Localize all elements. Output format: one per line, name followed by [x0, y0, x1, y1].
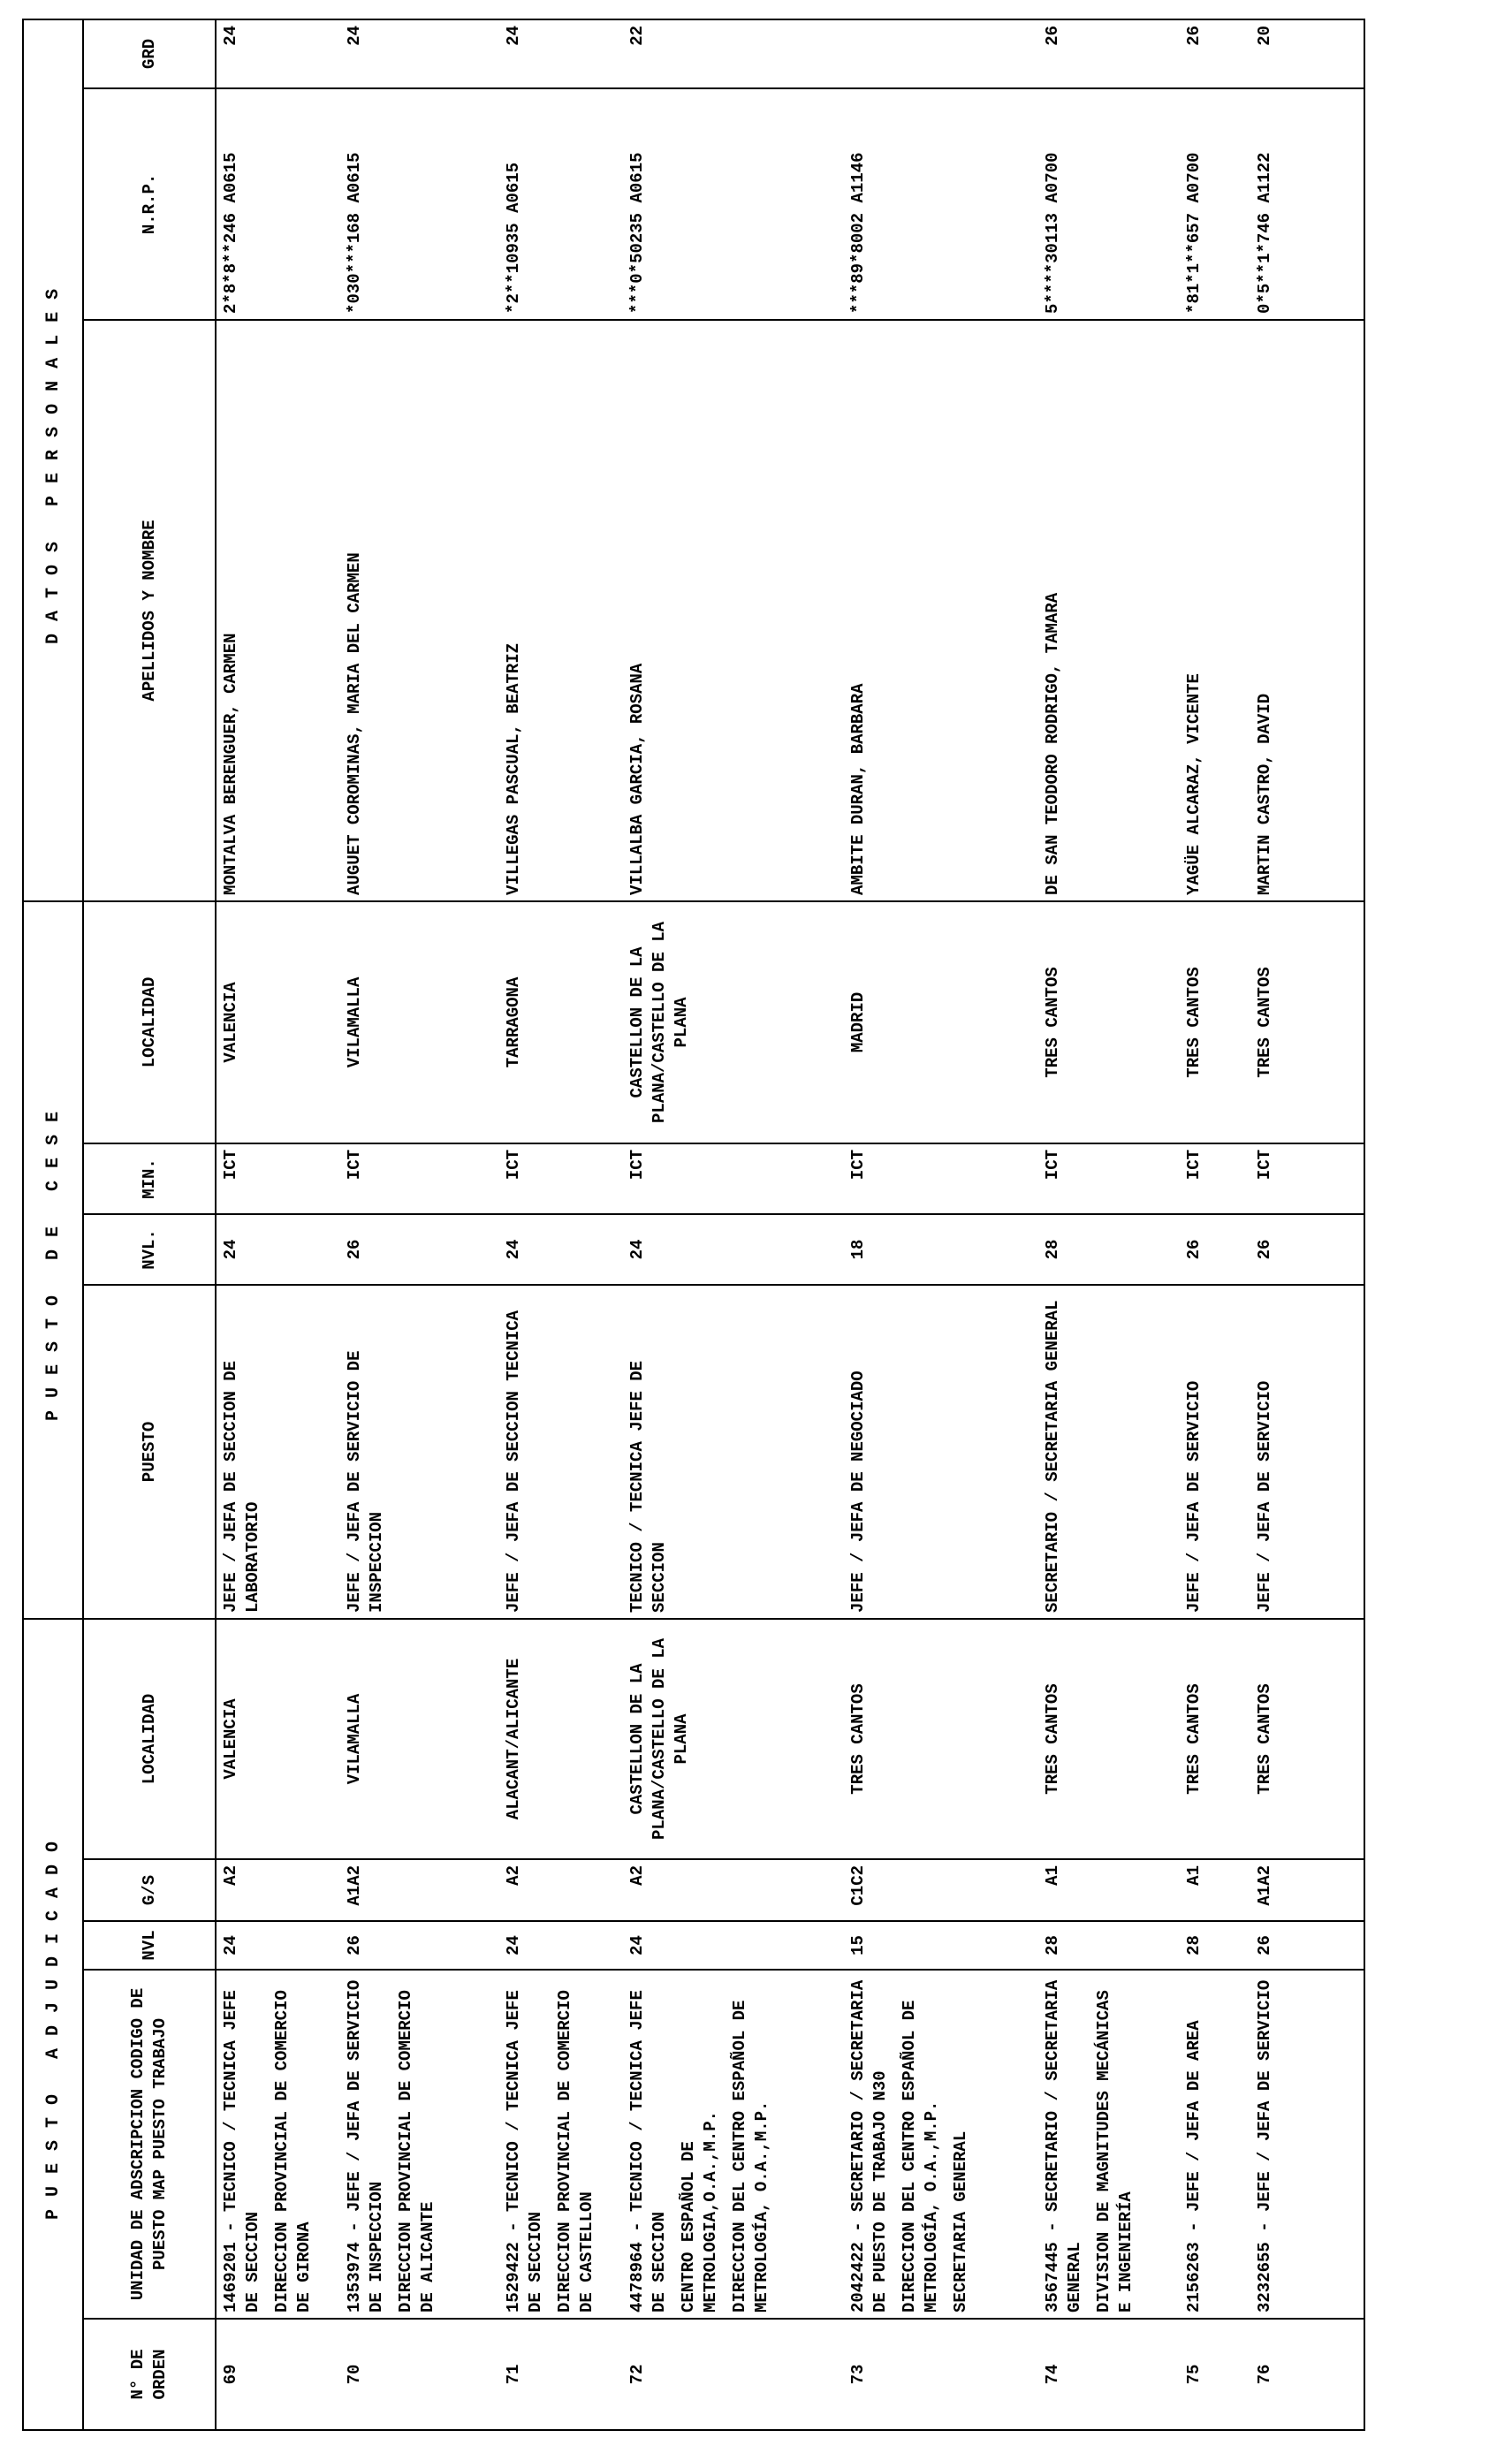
cell-localidad	[216, 1619, 1364, 1859]
record-72-puesto_cese: TECNICO / TECNICA JEFE DE SECCION	[627, 1360, 669, 1613]
record-70-nombre: AUGUET COROMINAS, MARIA DEL CARMEN	[345, 552, 364, 895]
record-74-nvl_cese: 28	[1043, 1239, 1062, 1260]
record-70-orden: 70	[345, 2364, 364, 2385]
record-69-localidad: VALENCIA	[221, 1698, 240, 1780]
record-76-localidad: TRES CANTOS	[1255, 1683, 1274, 1795]
record-69-puesto_cese: JEFE / JEFA DE SECCION DE LABORATORIO	[221, 1360, 262, 1613]
record-73-puesto_cese: JEFE / JEFA DE NEGOCIADO	[848, 1371, 868, 1613]
record-73-nvl_cese: 18	[848, 1239, 868, 1260]
unidad-line: 1529422 - TECNICO / TECNICA JEFE DE SECCION	[504, 1990, 545, 2313]
unidad-line: 2156263 - JEFE / JEFA DE AREA	[1184, 2020, 1204, 2313]
unidad-line: SECRETARIA GENERAL	[951, 2130, 970, 2313]
record-73-gs: C1C2	[848, 1865, 868, 1906]
col-gs: G/S	[83, 1859, 216, 1921]
unidad-line: DIRECCION PROVINCIAL DE COMERCIO DE GIRONA	[272, 1990, 314, 2313]
record-70-localidad_cese: VILAMALLA	[345, 976, 364, 1068]
record-72-nvl_cese: 24	[627, 1239, 647, 1260]
record-70-localidad: VILAMALLA	[345, 1693, 364, 1785]
assignment-table	[22, 19, 1365, 2431]
record-76-unidad	[1254, 1976, 1325, 2313]
group-header-row	[23, 19, 83, 2430]
record-73-nombre: AMBITE DURAN, BARBARA	[848, 683, 868, 895]
record-71-nrp: *2**10935 A0615	[504, 162, 523, 314]
record-74-nvl: 28	[1043, 1935, 1062, 1956]
record-69-gs: A2	[221, 1865, 240, 1886]
record-76-gs: A1A2	[1255, 1865, 1274, 1906]
record-75-localidad: TRES CANTOS	[1184, 1683, 1204, 1795]
record-74-puesto_cese: SECRETARIO / SECRETARIA GENERAL	[1043, 1300, 1062, 1613]
col-nvl: NVL	[83, 1921, 216, 1970]
record-74-orden: 74	[1043, 2364, 1062, 2385]
record-73-localidad: TRES CANTOS	[848, 1683, 868, 1795]
record-72-unidad	[627, 1976, 847, 2313]
record-76-puesto_cese: JEFE / JEFA DE SERVICIO	[1255, 1380, 1274, 1613]
record-71-nvl: 24	[504, 1935, 523, 1956]
record-76-nrp: 0*5**1*746 A1122	[1255, 152, 1274, 314]
record-70-nrp: *030***168 A0615	[345, 152, 364, 314]
cell-apellidos	[216, 320, 1364, 901]
record-71-orden: 71	[504, 2364, 523, 2385]
group-puesto-cese: PUESTO DE CESE	[23, 901, 83, 1619]
record-76-min: ICT	[1255, 1149, 1274, 1181]
col-localidad: LOCALIDAD	[83, 1619, 216, 1859]
record-74-localidad_cese: TRES CANTOS	[1043, 967, 1062, 1078]
record-73-min: ICT	[848, 1149, 868, 1181]
record-70-nvl_cese: 26	[345, 1239, 364, 1260]
record-75-nvl_cese: 26	[1184, 1239, 1204, 1260]
cell-nvl-cese	[216, 1214, 1364, 1285]
record-69-nvl: 24	[221, 1935, 240, 1956]
table-body-row	[216, 19, 1364, 2430]
unidad-line: 3567445 - SECRETARIO / SECRETARIA GENERAL	[1043, 1979, 1084, 2313]
record-72-grd: 22	[627, 25, 647, 46]
record-72-gs: A2	[627, 1865, 647, 1886]
record-69-min: ICT	[221, 1149, 240, 1181]
record-73-localidad_cese: MADRID	[848, 991, 868, 1053]
record-75-unidad	[1183, 1976, 1254, 2313]
unidad-line: 1353974 - JEFE / JEFA DE SERVICIO DE INSPECCION	[345, 1979, 386, 2313]
record-72-orden: 72	[627, 2364, 647, 2385]
record-71-localidad: ALACANT/ALICANTE	[504, 1658, 523, 1820]
record-75-nvl: 28	[1184, 1935, 1204, 1956]
unidad-line: DIRECCION PROVINCIAL DE COMERCIO DE CASTELLON	[555, 1990, 596, 2313]
record-73-grd	[847, 26, 1042, 82]
unidad-line: DIVISION DE MAGNITUDES MECÁNICAS E INGENIERÍA	[1094, 1990, 1136, 2313]
col-apellidos: APELLIDOS Y NOMBRE	[83, 320, 216, 901]
record-70-nvl: 26	[345, 1935, 364, 1956]
record-73-nrp: ***89*8002 A1146	[848, 152, 868, 314]
record-74-min: ICT	[1043, 1149, 1062, 1181]
record-69-grd: 24	[221, 25, 240, 46]
record-73-unidad	[847, 1976, 1042, 2313]
record-74-nombre: DE SAN TEODORO RODRIGO, TAMARA	[1043, 592, 1062, 895]
record-76-nvl: 26	[1255, 1935, 1274, 1956]
unidad-line: 1469201 - TECNICO / TECNICA JEFE DE SECCION	[221, 1990, 262, 2313]
record-74-unidad	[1042, 1976, 1183, 2313]
unidad-line: 3232655 - JEFE / JEFA DE SERVICIO	[1255, 1979, 1274, 2313]
record-72-nrp: ***0*50235 A0615	[627, 152, 647, 314]
record-75-grd: 26	[1184, 25, 1204, 46]
column-header-row	[83, 19, 216, 2430]
record-75-localidad_cese: TRES CANTOS	[1184, 967, 1204, 1078]
unidad-line: DIRECCION PROVINCIAL DE COMERCIO DE ALICANTE	[396, 1990, 437, 2313]
col-grd: GRD	[83, 19, 216, 88]
col-nvl-cese: NVL.	[83, 1214, 216, 1285]
group-datos-personales: DATOS PERSONALES	[23, 19, 83, 901]
cell-gs	[216, 1859, 1364, 1921]
record-72-nvl: 24	[627, 1935, 647, 1956]
record-69-nrp: 2*8*8**246 A0615	[221, 152, 240, 314]
unidad-line: DIRECCION DEL CENTRO ESPAÑOL DE METROLOGÍA, O.A.,M.P.	[900, 2000, 941, 2313]
cell-min	[216, 1143, 1364, 1214]
record-76-grd: 20	[1255, 25, 1274, 46]
record-75-nrp: *81*1**657 A0700	[1184, 152, 1204, 314]
unidad-line: DIRECCION DEL CENTRO ESPAÑOL DE METROLOGÍA, O.A.,M.P.	[730, 2000, 771, 2313]
record-69-localidad_cese: VALENCIA	[221, 982, 240, 1063]
record-74-gs: A1	[1043, 1865, 1062, 1886]
cell-localidad-cese	[216, 901, 1364, 1143]
col-nrp: N.R.P.	[83, 88, 216, 320]
cell-orden	[216, 2319, 1364, 2430]
record-70-min: ICT	[345, 1149, 364, 1181]
record-71-nvl_cese: 24	[504, 1239, 523, 1260]
record-72-localidad: CASTELLON DE LA PLANA/CASTELLO DE LA PLANA	[627, 1637, 691, 1841]
record-76-nvl_cese: 26	[1255, 1239, 1274, 1260]
cell-puesto	[216, 1285, 1364, 1619]
record-69-orden: 69	[221, 2364, 240, 2385]
cell-nrp	[216, 88, 1364, 320]
record-71-puesto_cese: JEFE / JEFA DE SECCION TECNICA	[504, 1310, 523, 1613]
record-71-localidad_cese: TARRAGONA	[504, 976, 523, 1068]
record-74-nrp: 5****30113 A0700	[1043, 152, 1062, 314]
record-71-grd: 24	[504, 25, 523, 46]
record-76-localidad_cese: TRES CANTOS	[1255, 967, 1274, 1078]
record-71-unidad	[503, 1976, 627, 2313]
record-71-min: ICT	[504, 1149, 523, 1181]
record-71-nombre: VILLEGAS PASCUAL, BEATRIZ	[504, 642, 523, 895]
record-71-gs: A2	[504, 1865, 523, 1886]
group-puesto-adjudicado: PUESTO ADJUDICADO	[23, 1619, 83, 2430]
record-74-grd: 26	[1043, 25, 1062, 46]
record-69-nombre: MONTALVA BERENGUER, CARMEN	[221, 633, 240, 895]
record-72-min: ICT	[627, 1149, 647, 1181]
record-69-unidad	[220, 1976, 344, 2313]
record-75-nombre: YAGÜE ALCARAZ, VICENTE	[1184, 673, 1204, 895]
unidad-line: 2042422 - SECRETARIO / SECRETARIA DE PUESTO DE TRABAJO N30	[848, 1979, 890, 2313]
unidad-line: CENTRO ESPAÑOL DE METROLOGIA,O.A.,M.P.	[679, 2110, 720, 2313]
record-73-nvl: 15	[848, 1935, 868, 1956]
record-75-puesto_cese: JEFE / JEFA DE SERVICIO	[1184, 1380, 1204, 1613]
record-69-nvl_cese: 24	[221, 1239, 240, 1260]
unidad-line: 4478964 - TECNICO / TECNICA JEFE DE SECCION	[627, 1990, 669, 2313]
record-70-grd: 24	[345, 25, 364, 46]
record-70-gs: A1A2	[345, 1865, 364, 1906]
record-76-orden: 76	[1255, 2364, 1274, 2385]
record-75-gs: A1	[1184, 1865, 1204, 1886]
col-localidad-cese: LOCALIDAD	[83, 901, 216, 1143]
cell-grd	[216, 19, 1364, 88]
record-70-unidad	[344, 1976, 503, 2313]
cell-nvl	[216, 1921, 1364, 1970]
col-puesto: PUESTO	[83, 1285, 216, 1619]
record-76-nombre: MARTIN CASTRO, DAVID	[1255, 693, 1274, 895]
record-72-localidad_cese: CASTELLON DE LA PLANA/CASTELLO DE LA PLANA	[627, 921, 691, 1123]
record-75-orden: 75	[1184, 2364, 1204, 2385]
record-73-orden: 73	[848, 2364, 868, 2385]
col-unidad: UNIDAD DE ADSCRIPCION CODIGO DE PUESTO MAP PUESTO TRABAJO	[83, 1970, 216, 2319]
record-75-min: ICT	[1184, 1149, 1204, 1181]
record-74-localidad: TRES CANTOS	[1043, 1683, 1062, 1795]
col-min: MIN.	[83, 1143, 216, 1214]
record-70-puesto_cese: JEFE / JEFA DE SERVICIO DE INSPECCION	[345, 1350, 386, 1613]
col-orden: N° DE ORDEN	[83, 2319, 216, 2430]
record-72-nombre: VILLALBA GARCIA, ROSANA	[627, 663, 647, 895]
cell-unidad	[216, 1970, 1364, 2319]
